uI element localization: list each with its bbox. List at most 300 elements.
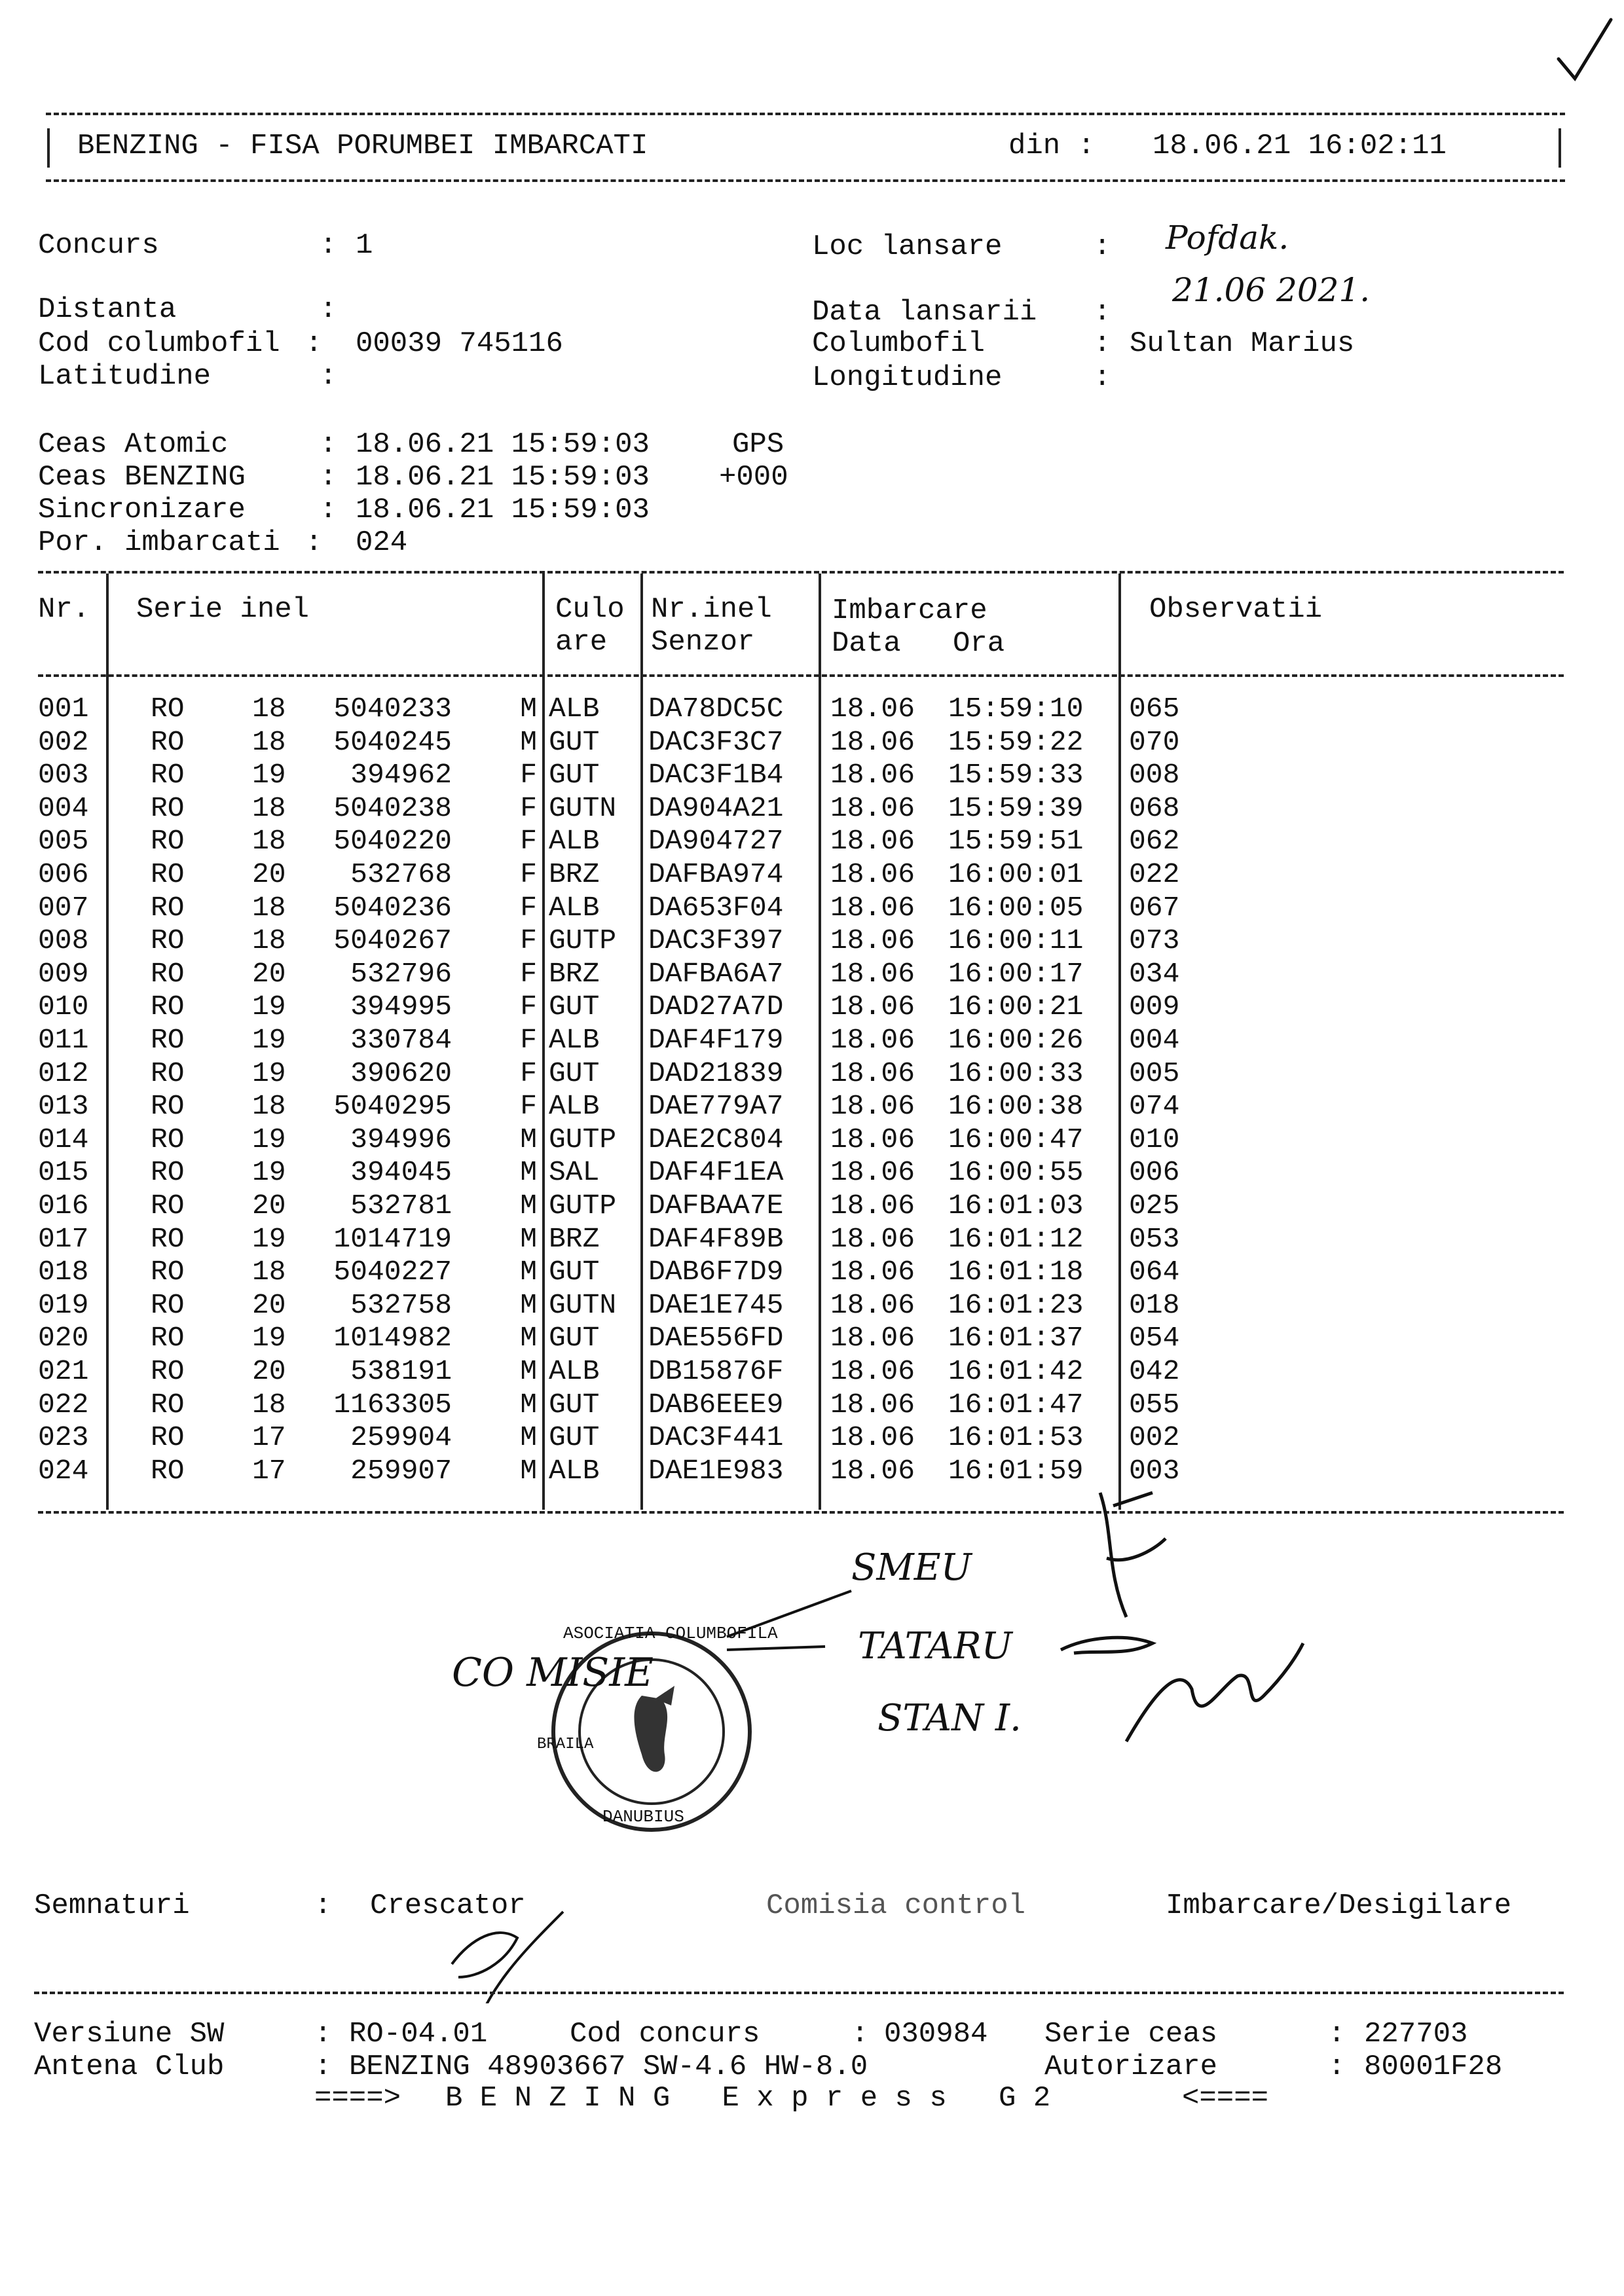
cell-sex: M	[520, 1256, 537, 1288]
cell-ora: 16:01:37	[948, 1322, 1084, 1355]
cell-data: 18.06	[830, 1256, 915, 1288]
table-top-rule	[38, 571, 1564, 574]
concurs-value: 1	[356, 229, 373, 262]
th-data: Data	[832, 627, 901, 660]
cell-culoare: SAL	[549, 1156, 600, 1189]
cell-inel: 394045	[350, 1156, 452, 1189]
cell-culoare: GUT	[549, 1256, 600, 1288]
cell-tara: RO	[151, 858, 185, 890]
semnaturi-label: Semnaturi	[34, 1889, 190, 1922]
cell-sex: M	[520, 1355, 537, 1387]
cell-senzor: DAFBA974	[648, 858, 784, 890]
cell-inel: 532781	[350, 1190, 452, 1222]
columbofil-colon: :	[1094, 327, 1111, 360]
cell-senzor: DAE1E745	[648, 1288, 784, 1321]
cell-data: 18.06	[830, 891, 915, 924]
cell-nr: 024	[38, 1454, 89, 1487]
cell-obs: 062	[1129, 825, 1180, 858]
cell-obs: 004	[1129, 1024, 1180, 1056]
cell-data: 18.06	[830, 1190, 915, 1222]
autorizare-label: Autorizare	[1044, 2050, 1218, 2083]
cell-senzor: DAD21839	[648, 1057, 784, 1089]
cell-sex: M	[520, 1190, 537, 1222]
cell-obs: 070	[1129, 725, 1180, 758]
cell-inel: 538191	[350, 1355, 452, 1387]
latitudine-label: Latitudine	[38, 360, 212, 393]
col-divider-nr	[106, 574, 109, 1510]
cell-inel: 394995	[350, 991, 452, 1023]
cell-tara: RO	[151, 725, 185, 758]
cell-senzor: DAD27A7D	[648, 991, 784, 1023]
autorizare-colon: :	[1328, 2050, 1346, 2083]
cell-sex: F	[520, 957, 537, 990]
cell-nr: 004	[38, 792, 89, 824]
cell-nr: 023	[38, 1421, 89, 1454]
cell-data: 18.06	[830, 1222, 915, 1255]
cell-an: 18	[252, 891, 286, 924]
longitudine-colon: :	[1094, 361, 1111, 394]
table-header-rule	[38, 674, 1564, 677]
cell-ora: 16:00:55	[948, 1156, 1084, 1189]
cell-data: 18.06	[830, 1421, 915, 1454]
cell-tara: RO	[151, 1123, 185, 1156]
cell-nr: 002	[38, 725, 89, 758]
cell-senzor: DAFBA6A7	[648, 957, 784, 990]
th-imbarcare: Imbarcare	[832, 594, 987, 627]
serie-ceas-colon: :	[1328, 2018, 1346, 2050]
th-senzor: Senzor	[651, 626, 755, 659]
cell-senzor: DAE556FD	[648, 1322, 784, 1355]
cell-obs: 006	[1129, 1156, 1180, 1189]
cell-culoare: ALB	[549, 1090, 600, 1123]
cell-data: 18.06	[830, 858, 915, 890]
cell-data: 18.06	[830, 991, 915, 1023]
cell-sex: F	[520, 825, 537, 858]
cell-culoare: BRZ	[549, 858, 600, 890]
cell-senzor: DAF4F1EA	[648, 1156, 784, 1189]
cell-ora: 16:00:11	[948, 924, 1084, 957]
cell-nr: 019	[38, 1288, 89, 1321]
handwritten-name-1: SMEU	[851, 1546, 972, 1589]
cell-tara: RO	[151, 1355, 185, 1387]
loc-lansare-label: Loc lansare	[812, 230, 1003, 263]
col-divider-culoare	[640, 574, 643, 1510]
cell-culoare: GUTP	[549, 1190, 617, 1222]
cell-obs: 055	[1129, 1388, 1180, 1421]
cell-sex: F	[520, 858, 537, 890]
cell-senzor: DAE1E983	[648, 1454, 784, 1487]
cell-ora: 15:59:10	[948, 693, 1084, 725]
cell-an: 18	[252, 725, 286, 758]
antena-colon: :	[314, 2050, 332, 2083]
ceas-atomic-colon: :	[320, 428, 337, 461]
cell-tara: RO	[151, 957, 185, 990]
cell-tara: RO	[151, 1156, 185, 1189]
cell-tara: RO	[151, 825, 185, 858]
cell-ora: 16:01:42	[948, 1355, 1084, 1387]
cell-sex: M	[520, 1222, 537, 1255]
cell-nr: 015	[38, 1156, 89, 1189]
por-imbarcati-value: 024	[356, 526, 408, 559]
th-serie-inel: Serie inel	[136, 593, 310, 626]
columbofil-label: Columbofil	[812, 327, 986, 360]
express-banner: B E N Z I N G E x p r e s s G 2	[445, 2082, 1051, 2115]
signature-crescator: Crescator	[370, 1889, 526, 1922]
sincronizare-colon: :	[320, 494, 337, 526]
cell-nr: 007	[38, 891, 89, 924]
cod-columbofil-label: Cod columbofil	[38, 327, 280, 360]
ceas-atomic-value: 18.06.21 15:59:03	[356, 428, 650, 461]
cell-nr: 017	[38, 1222, 89, 1255]
cell-sex: M	[520, 1454, 537, 1487]
cell-inel: 5040295	[333, 1090, 452, 1123]
cell-tara: RO	[151, 1288, 185, 1321]
cell-senzor: DB15876F	[648, 1355, 784, 1387]
cell-data: 18.06	[830, 1123, 915, 1156]
semnaturi-colon: :	[314, 1889, 332, 1922]
cell-tara: RO	[151, 1388, 185, 1421]
cell-obs: 042	[1129, 1355, 1180, 1387]
th-are: are	[555, 626, 608, 659]
cell-ora: 16:01:53	[948, 1421, 1084, 1454]
cell-culoare: BRZ	[549, 957, 600, 990]
cell-data: 18.06	[830, 1156, 915, 1189]
cell-culoare: GUT	[549, 1322, 600, 1355]
cell-culoare: GUTN	[549, 792, 617, 824]
latitudine-colon: :	[320, 360, 337, 393]
handwritten-name-3: STAN I.	[877, 1697, 1022, 1740]
cell-tara: RO	[151, 1057, 185, 1089]
cell-obs: 067	[1129, 891, 1180, 924]
sincronizare-value: 18.06.21 15:59:03	[356, 494, 650, 526]
col-divider-imbarcare	[1118, 574, 1121, 1510]
cell-an: 20	[252, 1355, 286, 1387]
cell-sex: F	[520, 991, 537, 1023]
cell-senzor: DAE779A7	[648, 1090, 784, 1123]
cell-sex: M	[520, 1388, 537, 1421]
ceas-benzing-value: 18.06.21 15:59:03	[356, 461, 650, 494]
cell-ora: 16:00:05	[948, 891, 1084, 924]
cell-an: 20	[252, 858, 286, 890]
cell-data: 18.06	[830, 725, 915, 758]
cell-ora: 16:01:59	[948, 1454, 1084, 1487]
cod-columbofil-colon: :	[305, 327, 323, 360]
cell-an: 19	[252, 1123, 286, 1156]
cell-nr: 014	[38, 1123, 89, 1156]
cell-an: 20	[252, 1288, 286, 1321]
cell-inel: 330784	[350, 1024, 452, 1056]
cell-tara: RO	[151, 1421, 185, 1454]
cell-inel: 394996	[350, 1123, 452, 1156]
versiune-colon: :	[314, 2018, 332, 2050]
cell-data: 18.06	[830, 1355, 915, 1387]
cell-obs: 003	[1129, 1454, 1180, 1487]
cell-inel: 532796	[350, 957, 452, 990]
cell-an: 19	[252, 1222, 286, 1255]
cell-nr: 008	[38, 924, 89, 957]
cell-senzor: DAC3F1B4	[648, 759, 784, 792]
cell-an: 18	[252, 693, 286, 725]
cell-senzor: DAC3F397	[648, 924, 784, 957]
cell-tara: RO	[151, 693, 185, 725]
cell-an: 19	[252, 1156, 286, 1189]
data-lansarii-label: Data lansarii	[812, 296, 1037, 329]
cell-tara: RO	[151, 1322, 185, 1355]
header-right-border	[1559, 128, 1561, 168]
stamp-text-bottom: DANUBIUS	[602, 1807, 684, 1827]
cell-obs: 034	[1129, 957, 1180, 990]
cell-inel: 532768	[350, 858, 452, 890]
cell-tara: RO	[151, 891, 185, 924]
cell-inel: 390620	[350, 1057, 452, 1089]
cell-ora: 16:01:47	[948, 1388, 1084, 1421]
cell-obs: 053	[1129, 1222, 1180, 1255]
cell-data: 18.06	[830, 1454, 915, 1487]
signature-comisia-control: Comisia control	[766, 1889, 1026, 1922]
cell-culoare: GUT	[549, 1421, 600, 1454]
cell-obs: 073	[1129, 924, 1180, 957]
cell-senzor: DAFBAA7E	[648, 1190, 784, 1222]
signature-imbarcare-desigilare: Imbarcare/Desigilare	[1166, 1889, 1512, 1922]
por-imbarcati-label: Por. imbarcati	[38, 526, 280, 559]
cell-sex: F	[520, 1024, 537, 1056]
longitudine-label: Longitudine	[812, 361, 1003, 394]
cell-senzor: DAC3F3C7	[648, 725, 784, 758]
versiune-label: Versiune SW	[34, 2018, 225, 2050]
cell-obs: 002	[1129, 1421, 1180, 1454]
col-divider-senzor	[819, 574, 821, 1510]
footer-rule	[34, 1992, 1564, 1994]
ceas-benzing-label: Ceas BENZING	[38, 461, 246, 494]
cell-tara: RO	[151, 924, 185, 957]
cell-data: 18.06	[830, 693, 915, 725]
cell-obs: 022	[1129, 858, 1180, 890]
cell-senzor: DAB6EEE9	[648, 1388, 784, 1421]
cell-an: 17	[252, 1421, 286, 1454]
cell-nr: 010	[38, 991, 89, 1023]
cell-inel: 5040245	[333, 725, 452, 758]
cell-inel: 5040238	[333, 792, 452, 824]
cell-data: 18.06	[830, 1024, 915, 1056]
cell-ora: 16:01:12	[948, 1222, 1084, 1255]
cell-ora: 16:00:26	[948, 1024, 1084, 1056]
cell-culoare: ALB	[549, 825, 600, 858]
cell-tara: RO	[151, 792, 185, 824]
cell-culoare: ALB	[549, 891, 600, 924]
cell-ora: 15:59:22	[948, 725, 1084, 758]
cell-an: 20	[252, 1190, 286, 1222]
cell-culoare: GUTN	[549, 1288, 617, 1321]
cell-nr: 022	[38, 1388, 89, 1421]
loc-lansare-colon: :	[1094, 230, 1111, 263]
cell-data: 18.06	[830, 1388, 915, 1421]
cell-obs: 008	[1129, 759, 1180, 792]
distanta-label: Distanta	[38, 293, 177, 326]
cell-ora: 15:59:33	[948, 759, 1084, 792]
cell-culoare: ALB	[549, 1454, 600, 1487]
cell-nr: 012	[38, 1057, 89, 1089]
data-lansarii-value: 21.06 2021.	[1172, 271, 1371, 309]
concurs-label: Concurs	[38, 229, 159, 262]
cell-culoare: BRZ	[549, 1222, 600, 1255]
express-right-arrow: <====	[1182, 2082, 1269, 2115]
cell-obs: 025	[1129, 1190, 1180, 1222]
cell-senzor: DAC3F441	[648, 1421, 784, 1454]
cell-sex: M	[520, 1288, 537, 1321]
cell-nr: 021	[38, 1355, 89, 1387]
cell-senzor: DAB6F7D9	[648, 1256, 784, 1288]
cell-sex: F	[520, 792, 537, 824]
ceas-atomic-label: Ceas Atomic	[38, 428, 229, 461]
cell-ora: 15:59:51	[948, 825, 1084, 858]
cell-nr: 009	[38, 957, 89, 990]
th-nr: Nr.	[38, 593, 90, 626]
cell-inel: 532758	[350, 1288, 452, 1321]
cell-obs: 064	[1129, 1256, 1180, 1288]
data-lansarii-colon: :	[1094, 296, 1111, 329]
cell-an: 17	[252, 1454, 286, 1487]
cell-culoare: ALB	[549, 693, 600, 725]
cod-columbofil-value: 00039 745116	[356, 327, 563, 360]
cell-nr: 006	[38, 858, 89, 890]
cell-an: 18	[252, 1256, 286, 1288]
cell-inel: 5040236	[333, 891, 452, 924]
cell-an: 18	[252, 1388, 286, 1421]
cell-ora: 16:01:03	[948, 1190, 1084, 1222]
cell-ora: 16:00:01	[948, 858, 1084, 890]
cell-senzor: DAE2C804	[648, 1123, 784, 1156]
handwritten-comisie: CO MISIE	[452, 1650, 654, 1696]
cell-sex: M	[520, 1322, 537, 1355]
antena-label: Antena Club	[34, 2050, 225, 2083]
cell-tara: RO	[151, 1024, 185, 1056]
cell-inel: 259904	[350, 1421, 452, 1454]
cell-tara: RO	[151, 991, 185, 1023]
cell-culoare: GUT	[549, 759, 600, 792]
cell-nr: 005	[38, 825, 89, 858]
cell-ora: 16:00:17	[948, 957, 1084, 990]
cell-inel: 1163305	[333, 1388, 452, 1421]
cell-data: 18.06	[830, 924, 915, 957]
cell-an: 19	[252, 759, 286, 792]
cell-data: 18.06	[830, 957, 915, 990]
th-culo: Culo	[555, 593, 625, 626]
distanta-colon: :	[320, 293, 337, 326]
cell-inel: 259907	[350, 1454, 452, 1487]
cell-an: 18	[252, 792, 286, 824]
cell-culoare: GUTP	[549, 1123, 617, 1156]
check-mark-icon	[1545, 13, 1617, 85]
cell-sex: F	[520, 924, 537, 957]
cell-culoare: GUT	[549, 1388, 600, 1421]
cell-sex: F	[520, 891, 537, 924]
cell-tara: RO	[151, 1190, 185, 1222]
cell-an: 19	[252, 1322, 286, 1355]
cell-sex: F	[520, 759, 537, 792]
cell-tara: RO	[151, 1222, 185, 1255]
cell-culoare: ALB	[549, 1355, 600, 1387]
cell-data: 18.06	[830, 1090, 915, 1123]
serie-ceas-value: 227703	[1364, 2018, 1468, 2050]
cell-inel: 5040267	[333, 924, 452, 957]
ceas-benzing-suffix: +000	[719, 461, 788, 494]
ceas-atomic-suffix: GPS	[732, 428, 784, 461]
cell-culoare: GUTP	[549, 924, 617, 957]
cell-obs: 074	[1129, 1090, 1180, 1123]
cell-sex: M	[520, 1156, 537, 1189]
cell-sex: M	[520, 1123, 537, 1156]
cell-data: 18.06	[830, 792, 915, 824]
document-title: BENZING - FISA PORUMBEI IMBARCATI	[77, 130, 648, 162]
cell-inel: 5040233	[333, 693, 452, 725]
cell-an: 18	[252, 1090, 286, 1123]
cell-culoare: GUT	[549, 991, 600, 1023]
cell-ora: 16:00:38	[948, 1090, 1084, 1123]
cell-obs: 054	[1129, 1322, 1180, 1355]
cell-senzor: DA904A21	[648, 792, 784, 824]
print-date-value: 18.06.21 16:02:11	[1153, 130, 1447, 162]
cell-sex: M	[520, 693, 537, 725]
cell-data: 18.06	[830, 825, 915, 858]
handwritten-signatures	[0, 1480, 1624, 2003]
cell-culoare: GUT	[549, 1057, 600, 1089]
cell-inel: 394962	[350, 759, 452, 792]
th-ora: Ora	[953, 627, 1005, 660]
handwritten-name-2: TATARU	[858, 1625, 1012, 1667]
ceas-benzing-colon: :	[320, 461, 337, 494]
cell-nr: 011	[38, 1024, 89, 1056]
cell-an: 18	[252, 924, 286, 957]
cell-an: 20	[252, 957, 286, 990]
concurs-colon: :	[320, 229, 337, 262]
sincronizare-label: Sincronizare	[38, 494, 246, 526]
header-left-border	[47, 128, 50, 168]
cell-inel: 1014719	[333, 1222, 452, 1255]
cod-concurs-colon: :	[851, 2018, 869, 2050]
cell-an: 19	[252, 1024, 286, 1056]
th-observatii: Observatii	[1149, 593, 1323, 626]
autorizare-value: 80001F28	[1364, 2050, 1503, 2083]
stamp-text-top: ASOCIATIA COLUMBOFILA	[563, 1624, 778, 1643]
cod-concurs-label: Cod concurs	[570, 2018, 760, 2050]
cell-obs: 065	[1129, 693, 1180, 725]
print-date-label: din :	[1008, 130, 1096, 162]
cell-culoare: GUT	[549, 725, 600, 758]
cell-obs: 068	[1129, 792, 1180, 824]
cell-ora: 16:01:23	[948, 1288, 1084, 1321]
cell-an: 19	[252, 991, 286, 1023]
cell-culoare: ALB	[549, 1024, 600, 1056]
columbofil-value: Sultan Marius	[1130, 327, 1355, 360]
cell-obs: 018	[1129, 1288, 1180, 1321]
cell-inel: 5040220	[333, 825, 452, 858]
serie-ceas-label: Serie ceas	[1044, 2018, 1218, 2050]
cell-senzor: DAF4F179	[648, 1024, 784, 1056]
antena-value: BENZING 48903667 SW-4.6 HW-8.0	[349, 2050, 868, 2083]
cell-tara: RO	[151, 1454, 185, 1487]
cell-nr: 016	[38, 1190, 89, 1222]
loc-lansare-value: Pofdak.	[1166, 219, 1289, 257]
cell-data: 18.06	[830, 1288, 915, 1321]
cell-data: 18.06	[830, 1322, 915, 1355]
stamp-text-left: BRAILA	[537, 1736, 594, 1753]
versiune-value: RO-04.01	[349, 2018, 488, 2050]
header-bottom-rule	[46, 179, 1565, 182]
cell-nr: 018	[38, 1256, 89, 1288]
por-imbarcati-colon: :	[305, 526, 323, 559]
cell-senzor: DA653F04	[648, 891, 784, 924]
cell-data: 18.06	[830, 759, 915, 792]
